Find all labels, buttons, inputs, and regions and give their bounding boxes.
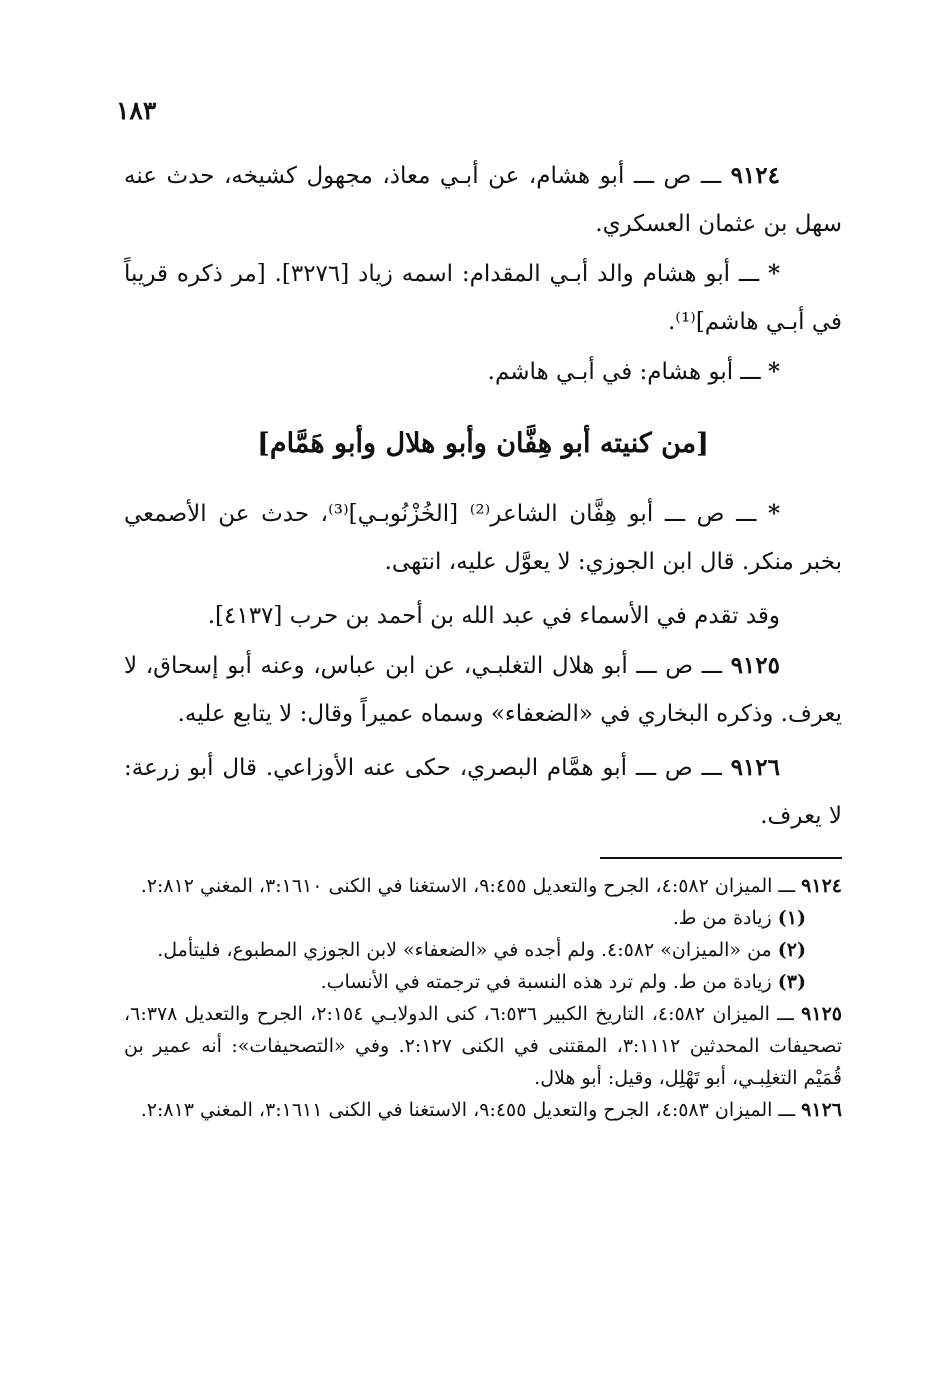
footnote-text: زيادة من ط. ولم ترد هذه النسبة في ترجمته في الأنساب. [320,971,778,993]
entry-text: ـــ ص ـــ أبو هشام، عن أبـي معاذ، مجهول كشيخه، حدث عنه سهل بن عثمان العسكري. [124,163,842,237]
footnote-number: ٩١٢٤ [801,875,842,897]
entry-star-marker: * [767,500,780,527]
footnote-text: ـــ الميزان ٤:٥٨٢، التاريخ الكبير ٦:٥٣٦، كنى الدولابـي ٢:١٥٤، الجرح والتعديل ٦:٣٧٨، تصحيفات المحدثين ٣:١١١٢، المقتنى في الكنى ٢:١٢٧. وفي «التصحيفات»: أنه عمير بن قُمَيْم التغلِبـي، أبو تَهْلِل، وقيل: أبو هلال. [124,1003,842,1089]
footnote-9125 [124,998,842,1094]
footnote-number: (٣) [777,971,806,993]
footnote-number: ٩١٢٥ [801,1003,842,1025]
entry-text: ـــ أبو هشام والد أبـي المقدام: اسمه زياد [٣٢٧٦]. [مر ذكره قريباً في أبـي هاشم]⁽¹⁾. [124,261,842,335]
entry-text: ـــ ص ـــ أبو هلال التغلبـي، عن ابن عباس، وعنه أبو إسحاق، لا يعرف. وذكره البخاري في «الضعفاء» وسماه عميراً وقال: لا يتابع عليه. [124,653,842,727]
footnote-separator [600,857,842,859]
footnote-text: ـــ الميزان ٤:٥٨٢، الجرح والتعديل ٩:٤٥٥، الاستغنا في الكنى ٣:١٦١٠، المغني ٢:٨١٢. [140,875,802,897]
entry-text: ـــ ص ـــ أبو هِفَّان الشاعر⁽²⁾ [الخُزْنُوبـي]⁽³⁾، حدث عن الأصمعي بخبر منكر. قال ابن الجوزي: لا يعوَّل عليه، انتهى. [124,501,842,575]
entry-9124 [124,152,842,248]
entry-number: ٩١٢٦ [730,754,780,781]
entry-star-1 [124,250,842,346]
footnote-number: (١) [777,907,806,929]
footnotes [124,870,842,1126]
footnote-3 [124,966,842,998]
entry-number: ٩١٢٥ [730,652,780,679]
entry-text: ـــ أبو هشام: في أبـي هاشم. [487,359,768,385]
page-number: ١٨٣ [116,96,157,125]
entry-text: وقد تقدم في الأسماء في عبد الله بن أحمد بن حرب [٤١٣٧]. [207,603,780,629]
footnote-9126 [124,1094,842,1126]
entry-star-3 [124,490,842,586]
footnote-text: ـــ الميزان ٤:٥٨٣، الجرح والتعديل ٩:٤٥٥، الاستغنا في الكنى ٣:١٦١١، المغني ٢:٨١٣. [140,1099,802,1121]
footnote-text: من «الميزان» ٤:٥٨٢. ولم أجده في «الضعفاء» لابن الجوزي المطبوع، فليتأمل. [157,939,778,961]
entries-top [124,152,842,398]
entry-9125 [124,642,842,738]
entries-bottom [124,490,842,842]
footnote-9124 [124,870,842,902]
entry-star-marker: * [767,358,780,385]
entry-star-2 [124,348,842,396]
footnote-2 [124,934,842,966]
section-heading: [من كنيته أبو هِفَّان وأبو هلال وأبو هَمَّام] [257,428,709,459]
footnote-number: (٢) [777,939,806,961]
footnote-text: زيادة من ط. [672,907,778,929]
entry-star-marker: * [767,260,780,287]
cross-reference-paragraph [124,592,842,640]
entry-text: ـــ ص ـــ أبو همَّام البصري، حكى عنه الأوزاعي. قال أبو زرعة: لا يعرف. [124,755,842,829]
entry-9126 [124,744,842,840]
entry-number: ٩١٢٤ [730,162,780,189]
footnote-1 [124,902,842,934]
footnote-number: ٩١٢٦ [801,1099,842,1121]
